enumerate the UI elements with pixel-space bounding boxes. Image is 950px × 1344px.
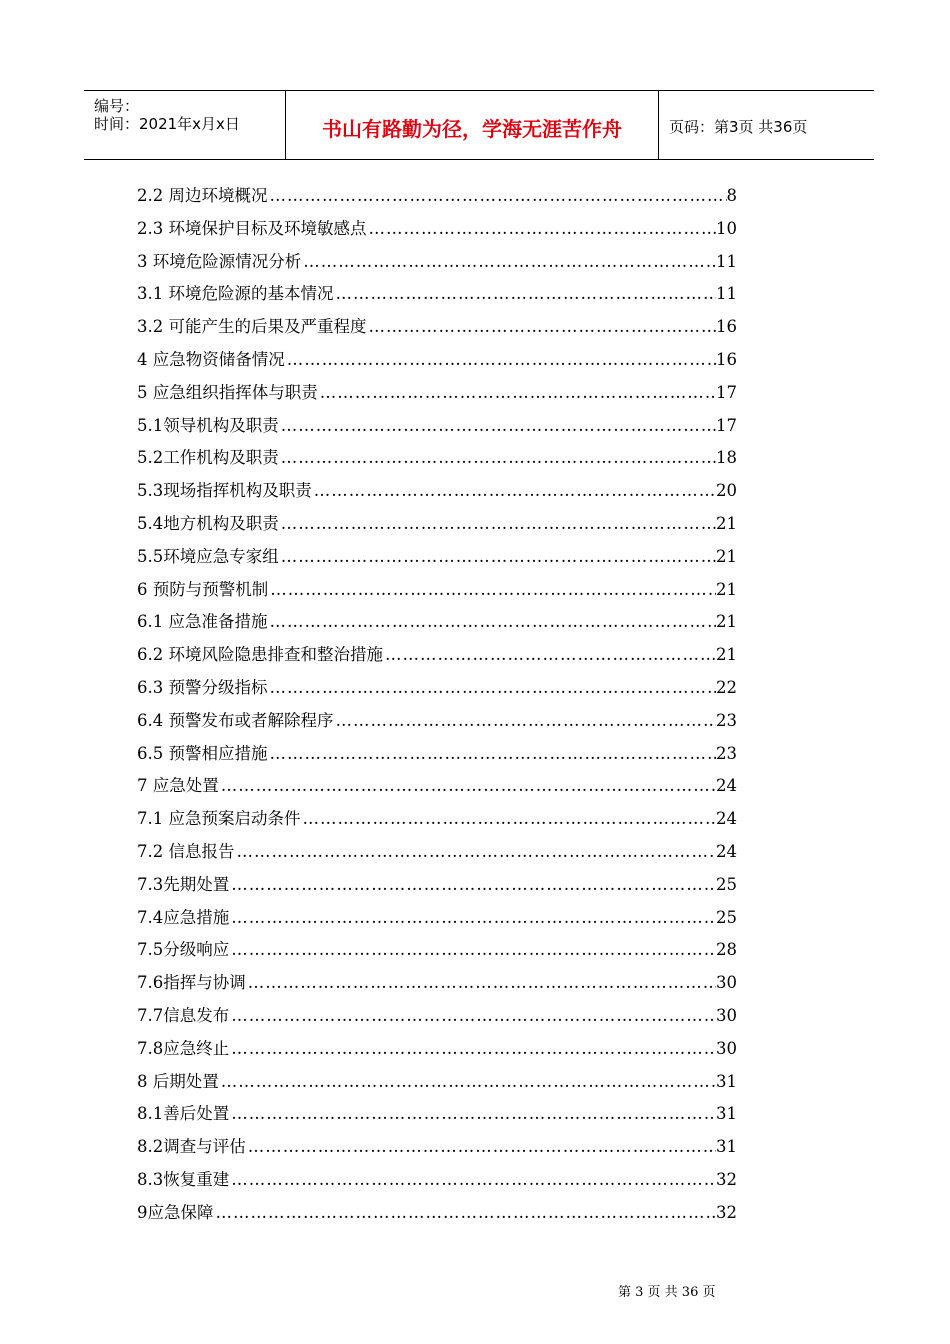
toc-entry-page: 21 — [716, 513, 737, 533]
toc-entry-page: 25 — [716, 874, 737, 894]
toc-entry-page: 30 — [716, 1038, 737, 1058]
table-of-contents — [137, 180, 737, 1230]
toc-entry-label: 7.5分级响应 — [137, 940, 230, 960]
toc-entry[interactable] — [137, 1197, 737, 1230]
toc-entry[interactable] — [137, 442, 737, 475]
page-header — [84, 90, 874, 160]
toc-leader-dots — [231, 1033, 716, 1066]
toc-leader-dots — [270, 180, 727, 213]
toc-entry[interactable] — [137, 1098, 737, 1131]
toc-entry-label: 5.1领导机构及职责 — [137, 415, 279, 435]
toc-entry[interactable] — [137, 1000, 737, 1033]
toc-entry-page: 8 — [726, 186, 737, 205]
toc-leader-dots — [237, 836, 717, 869]
toc-entry-page: 32 — [716, 1202, 737, 1222]
toc-entry[interactable] — [137, 1066, 737, 1099]
toc-entry-page: 10 — [716, 218, 737, 238]
toc-entry-label: 3.2 可能产生的后果及严重程度 — [137, 317, 367, 337]
toc-entry[interactable] — [137, 180, 737, 213]
toc-entry-label: 7.4应急措施 — [137, 907, 230, 927]
toc-leader-dots — [270, 574, 716, 607]
toc-entry-label: 8.2调查与评估 — [137, 1137, 246, 1157]
toc-leader-dots — [231, 1164, 716, 1197]
toc-entry[interactable] — [137, 1033, 737, 1066]
toc-entry[interactable] — [137, 246, 737, 279]
toc-entry-page: 31 — [716, 1071, 737, 1091]
toc-entry[interactable] — [137, 344, 737, 377]
toc-entry-label: 5.5环境应急专家组 — [137, 546, 279, 566]
toc-leader-dots — [314, 475, 716, 508]
toc-entry-page: 16 — [716, 317, 737, 337]
header-page-info: 页码：第3页 共36页 — [669, 118, 808, 136]
toc-entry-label: 7.3先期处置 — [137, 874, 230, 894]
toc-entry-page: 31 — [716, 1104, 737, 1124]
toc-entry[interactable] — [137, 574, 737, 607]
toc-entry-page: 24 — [716, 841, 737, 861]
toc-entry[interactable] — [137, 1131, 737, 1164]
toc-entry-label: 5.3现场指挥机构及职责 — [137, 481, 312, 501]
toc-entry-label: 5.2工作机构及职责 — [137, 448, 279, 468]
toc-entry-page: 25 — [716, 907, 737, 927]
toc-entry-label: 6.2 环境风险隐患排查和整治措施 — [137, 645, 383, 665]
toc-leader-dots — [270, 672, 717, 705]
toc-entry-label: 7.2 信息报告 — [137, 841, 235, 861]
toc-entry-page: 11 — [716, 251, 737, 271]
toc-leader-dots — [231, 902, 716, 935]
toc-entry[interactable] — [137, 311, 737, 344]
toc-leader-dots — [287, 344, 716, 377]
toc-leader-dots — [336, 705, 717, 738]
toc-entry-label: 8.1善后处置 — [137, 1104, 230, 1124]
toc-entry-label: 6.5 预警相应措施 — [137, 743, 268, 763]
toc-leader-dots — [270, 738, 717, 771]
toc-entry-label: 2.3 环境保护目标及环境敏感点 — [137, 218, 367, 238]
toc-leader-dots — [303, 803, 717, 836]
toc-entry-page: 16 — [716, 349, 737, 369]
toc-leader-dots — [369, 311, 717, 344]
toc-entry-label: 6 预防与预警机制 — [137, 579, 269, 599]
toc-entry-label: 3 环境危险源情况分析 — [137, 251, 302, 271]
toc-entry-page: 21 — [716, 612, 737, 632]
header-meta-cell — [84, 91, 286, 159]
toc-entry-page: 23 — [716, 743, 737, 763]
toc-leader-dots — [281, 541, 716, 574]
toc-leader-dots — [281, 442, 716, 475]
toc-entry[interactable] — [137, 541, 737, 574]
toc-entry-label: 7 应急处置 — [137, 776, 219, 796]
toc-entry-label: 7.6指挥与协调 — [137, 973, 246, 993]
toc-entry-page: 23 — [716, 710, 737, 730]
toc-entry[interactable] — [137, 836, 737, 869]
toc-entry-page: 32 — [716, 1169, 737, 1189]
toc-entry-label: 7.1 应急预案启动条件 — [137, 809, 301, 829]
toc-entry[interactable] — [137, 278, 737, 311]
toc-leader-dots — [303, 246, 716, 279]
toc-entry[interactable] — [137, 377, 737, 410]
toc-leader-dots — [281, 410, 716, 443]
toc-entry[interactable] — [137, 967, 737, 1000]
toc-entry[interactable] — [137, 705, 737, 738]
toc-entry[interactable] — [137, 738, 737, 771]
toc-leader-dots — [248, 967, 716, 1000]
toc-leader-dots — [281, 508, 716, 541]
toc-entry-page: 30 — [716, 973, 737, 993]
toc-entry-page: 30 — [716, 1005, 737, 1025]
header-motto: 书山有路勤为径，学海无涯苦作舟 — [322, 117, 622, 141]
toc-entry[interactable] — [137, 606, 737, 639]
toc-entry-label: 7.7信息发布 — [137, 1005, 230, 1025]
toc-entry-label: 9应急保障 — [137, 1202, 214, 1222]
toc-entry-label: 4 应急物资储备情况 — [137, 349, 285, 369]
toc-entry[interactable] — [137, 902, 737, 935]
toc-entry-page: 24 — [716, 776, 737, 796]
toc-entry[interactable] — [137, 672, 737, 705]
toc-entry[interactable] — [137, 213, 737, 246]
page-footer: 第 3 页 共 36 页 — [618, 1285, 716, 1300]
toc-entry-page: 31 — [716, 1137, 737, 1157]
toc-entry-label: 5 应急组织指挥体与职责 — [137, 382, 318, 402]
toc-leader-dots — [221, 1066, 716, 1099]
toc-entry-page: 17 — [716, 415, 737, 435]
toc-entry-page: 11 — [716, 284, 737, 304]
toc-entry-page: 21 — [716, 645, 737, 665]
toc-leader-dots — [369, 213, 717, 246]
toc-entry-label: 6.1 应急准备措施 — [137, 612, 268, 632]
toc-leader-dots — [248, 1131, 716, 1164]
toc-entry[interactable] — [137, 508, 737, 541]
time-label: 时间：2021年x月x日 — [94, 115, 240, 133]
toc-entry[interactable] — [137, 803, 737, 836]
toc-entry-label: 6.4 预警发布或者解除程序 — [137, 710, 334, 730]
header-page-cell — [659, 91, 874, 159]
toc-entry[interactable] — [137, 475, 737, 508]
toc-leader-dots — [231, 1098, 716, 1131]
toc-entry-label: 2.2 周边环境概况 — [137, 186, 268, 205]
toc-entry-page: 18 — [716, 448, 737, 468]
toc-leader-dots — [231, 869, 716, 902]
toc-entry[interactable] — [137, 410, 737, 443]
toc-leader-dots — [320, 377, 716, 410]
toc-entry-label: 7.8应急终止 — [137, 1038, 230, 1058]
toc-entry-page: 21 — [716, 579, 737, 599]
toc-leader-dots — [231, 1000, 716, 1033]
toc-entry-label: 6.3 预警分级指标 — [137, 677, 268, 697]
toc-leader-dots — [385, 639, 716, 672]
toc-leader-dots — [216, 1197, 717, 1230]
toc-leader-dots — [270, 606, 717, 639]
toc-entry[interactable] — [137, 770, 737, 803]
toc-entry-page: 28 — [716, 940, 737, 960]
toc-entry[interactable] — [137, 934, 737, 967]
toc-entry[interactable] — [137, 639, 737, 672]
toc-entry-page: 21 — [716, 546, 737, 566]
toc-entry-label: 8 后期处置 — [137, 1071, 219, 1091]
header-motto-cell — [286, 91, 659, 159]
toc-entry[interactable] — [137, 869, 737, 902]
toc-entry-label: 8.3恢复重建 — [137, 1169, 230, 1189]
serial-number-label: 编号： — [94, 97, 140, 115]
toc-entry-page: 20 — [716, 481, 737, 501]
toc-leader-dots — [221, 770, 716, 803]
toc-entry-page: 22 — [716, 677, 737, 697]
toc-entry-page: 24 — [716, 809, 737, 829]
toc-leader-dots — [231, 934, 716, 967]
toc-entry[interactable] — [137, 1164, 737, 1197]
toc-entry-page: 17 — [716, 382, 737, 402]
toc-entry-label: 5.4地方机构及职责 — [137, 513, 279, 533]
toc-leader-dots — [336, 278, 717, 311]
toc-entry-label: 3.1 环境危险源的基本情况 — [137, 284, 334, 304]
